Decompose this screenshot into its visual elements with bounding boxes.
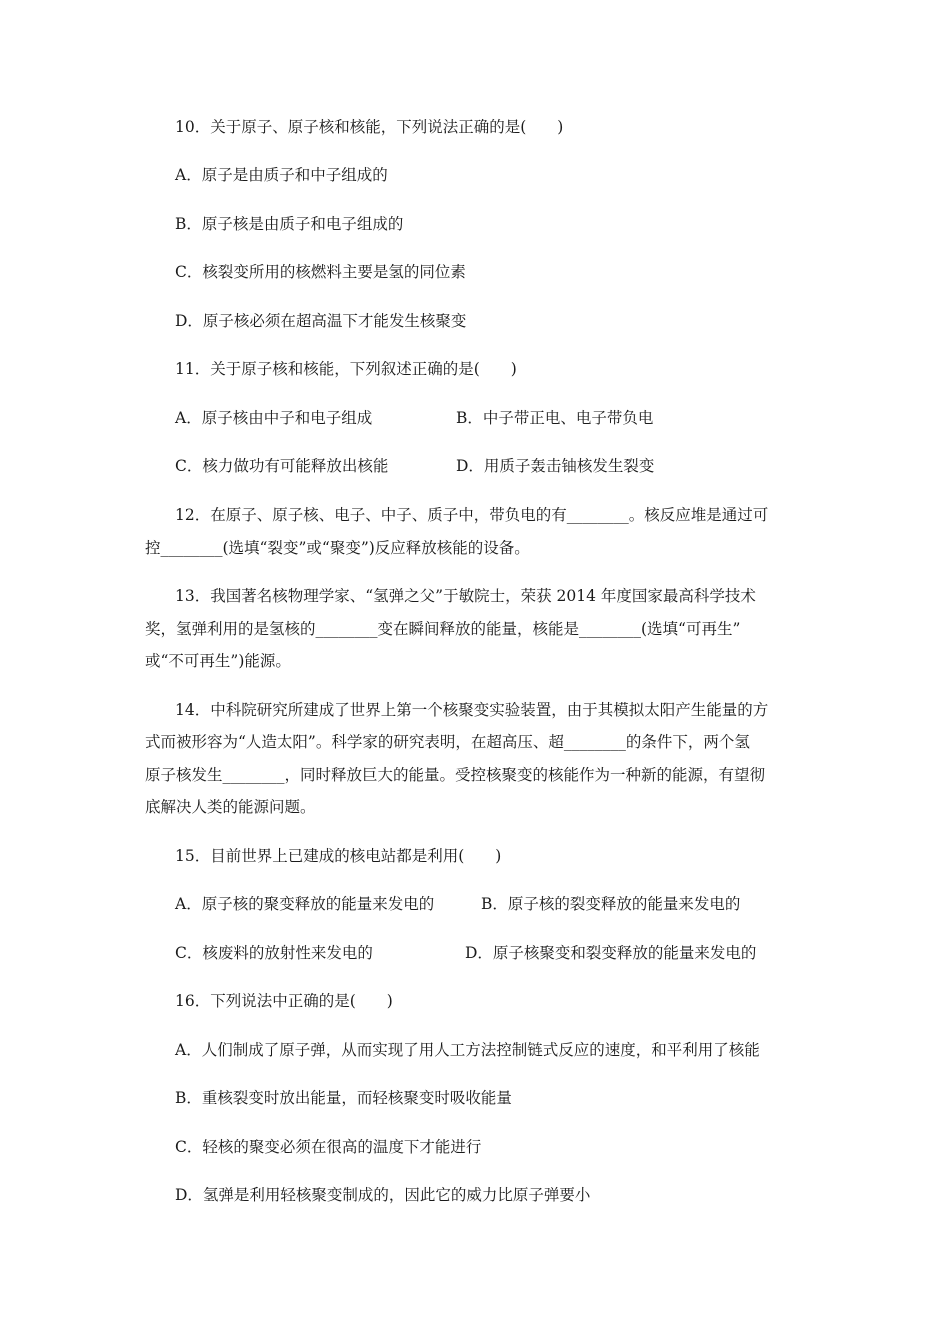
- q16-stem: 16．下列说法中正确的是( ): [175, 992, 393, 1010]
- q11-option-a: A．原子核由中子和电子组成: [175, 409, 373, 427]
- q13-line-1: 13．我国著名核物理学家、“氢弹之父”于敏院士，荣获 2014 年度国家最高科学技术: [175, 587, 756, 605]
- q16-option-a: A．人们制成了原子弹，从而实现了用人工方法控制链式反应的速度，和平利用了核能: [175, 1041, 760, 1059]
- q10-option-b: B．原子核是由质子和电子组成的: [175, 215, 404, 233]
- q15-option-c: C．核废料的放射性来发电的: [175, 944, 373, 962]
- q10-option-a: A．原子是由质子和中子组成的: [175, 166, 388, 184]
- q10-option-d: D．原子核必须在超高温下才能发生核聚变: [175, 312, 467, 330]
- q12-line-2: 控________(选填“裂变”或“聚变”)反应释放核能的设备。: [145, 539, 530, 557]
- q15-stem: 15．目前世界上已建成的核电站都是利用( ): [175, 847, 502, 865]
- q10-option-c: C．核裂变所用的核燃料主要是氢的同位素: [175, 263, 466, 281]
- q11-option-c: C．核力做功有可能释放出核能: [175, 457, 389, 475]
- q15-option-a: A．原子核的聚变释放的能量来发电的: [175, 895, 435, 913]
- q16-option-b: B．重核裂变时放出能量，而轻核聚变时吸收能量: [175, 1089, 512, 1107]
- q10-stem: 10．关于原子、原子核和核能，下列说法正确的是( ): [175, 118, 564, 136]
- q14-line-1: 14．中科院研究所建成了世界上第一个核聚变实验装置，由于其模拟太阳产生能量的方: [175, 701, 769, 719]
- q11-option-b: B．中子带正电、电子带负电: [456, 409, 654, 427]
- q13-line-2: 奖，氢弹利用的是氢核的________变在瞬间释放的能量，核能是________(选填“可再生”: [145, 620, 741, 638]
- q15-option-b: B．原子核的裂变释放的能量来发电的: [481, 895, 741, 913]
- q11-stem: 11．关于原子核和核能，下列叙述正确的是( ): [175, 360, 517, 378]
- q16-option-d: D．氢弹是利用轻核聚变制成的，因此它的威力比原子弹要小: [175, 1186, 591, 1204]
- q15-option-d: D．原子核聚变和裂变释放的能量来发电的: [465, 944, 757, 962]
- q14-line-2: 式而被形容为“人造太阳”。科学家的研究表明，在超高压、超________的条件下，两个氢: [145, 733, 750, 751]
- q16-option-c: C．轻核的聚变必须在很高的温度下才能进行: [175, 1138, 482, 1156]
- q12-line-1: 12．在原子、原子核、电子、中子、质子中，带负电的有________。核反应堆是通过可: [175, 506, 769, 524]
- q13-line-3: 或“不可再生”)能源。: [145, 652, 291, 670]
- q14-line-4: 底解决人类的能源问题。: [145, 798, 316, 816]
- q11-option-d: D．用质子轰击铀核发生裂变: [456, 457, 655, 475]
- q14-line-3: 原子核发生________，同时释放巨大的能量。受控核聚变的核能作为一种新的能源，有望彻: [145, 766, 766, 784]
